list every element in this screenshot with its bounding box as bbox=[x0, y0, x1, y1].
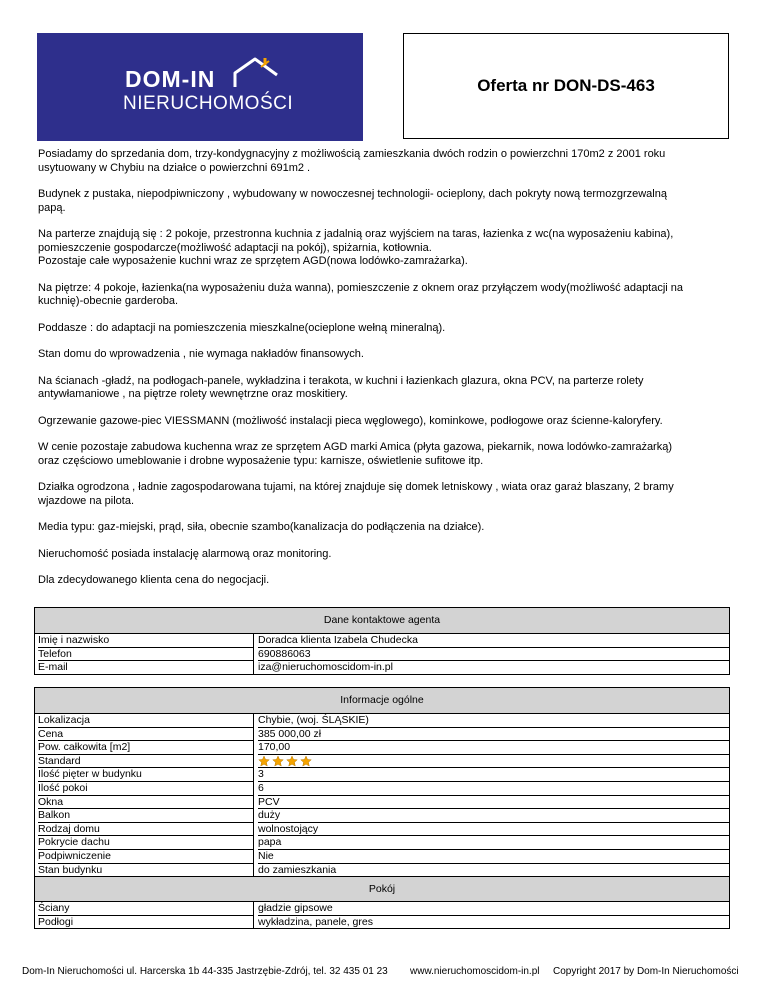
description-line: papą. bbox=[38, 201, 66, 214]
description-paragraph bbox=[38, 441, 730, 468]
star-icon bbox=[300, 755, 312, 767]
general-labels-column bbox=[35, 714, 253, 876]
row-value: wolnostojący bbox=[258, 823, 729, 837]
row-label: Podłogi bbox=[38, 915, 74, 928]
row-label: Imię i nazwisko bbox=[38, 634, 253, 648]
description-paragraph bbox=[38, 348, 730, 362]
standard-rating bbox=[258, 755, 312, 767]
row-label: Stan budynku bbox=[38, 863, 103, 876]
star-icon bbox=[286, 755, 298, 767]
general-values-column bbox=[253, 714, 729, 876]
footer-website-link[interactable]: www.nieruchomoscidom-in.pl bbox=[410, 966, 540, 977]
description-line: oraz częściowo umeblowanie i drobne wyposażenie typu: karnisze, oświetlenie sufitowe itp. bbox=[38, 454, 484, 467]
description-line: Pozostaje całe wyposażenie kuchni wraz ze sprzętem AGD(nowa lodówko-zamrażarka). bbox=[38, 255, 468, 267]
row-label: Lokalizacja bbox=[38, 714, 253, 728]
row-value: 385 000,00 zł bbox=[258, 728, 729, 742]
row-value: wykładzina, panele, gres bbox=[258, 915, 373, 928]
description-line: pomieszczenie gospodarcze(możliwość adaptacji na pokój), spiżarnia, kotłownia. bbox=[38, 241, 432, 254]
row-value: 6 bbox=[258, 782, 729, 796]
company-logo bbox=[37, 33, 363, 141]
property-description bbox=[38, 148, 730, 601]
row-label: Pow. całkowita [m2] bbox=[38, 741, 253, 755]
description-line: Ogrzewanie gazowe-piec VIESSMANN (możliwość instalacji pieca węglowego), kominkowe, podłogowe oraz ścienne-kaloryfery. bbox=[38, 414, 663, 427]
row-value: Nie bbox=[258, 850, 729, 864]
description-paragraph bbox=[38, 574, 730, 588]
row-value: Chybie, (woj. ŚLĄSKIE) bbox=[258, 714, 729, 728]
description-paragraph bbox=[38, 548, 730, 562]
description-line: Nieruchomość posiada instalację alarmową oraz monitoring. bbox=[38, 547, 332, 560]
house-roof-icon bbox=[227, 53, 287, 93]
row-label: E-mail bbox=[38, 661, 68, 674]
description-paragraph bbox=[38, 521, 730, 535]
row-label: Telefon bbox=[38, 648, 253, 662]
description-line: wjazdowe na pilota. bbox=[38, 494, 135, 507]
room-labels-column bbox=[35, 902, 253, 928]
description-paragraph bbox=[38, 282, 730, 309]
row-label: Okna bbox=[38, 796, 253, 810]
row-value: 170,00 bbox=[258, 741, 729, 755]
description-line: usytuowany w Chybiu na działce o powierzchni 691m2 . bbox=[38, 161, 311, 174]
row-label: Ilość pokoi bbox=[38, 782, 253, 796]
description-paragraph bbox=[38, 228, 730, 269]
row-value: PCV bbox=[258, 796, 729, 810]
description-line: Posiadamy do sprzedania dom, trzy-kondygnacyjny z możliwością zamieszkania dwóch rodzin o powierzchni 170m2 z 2001 roku bbox=[38, 148, 666, 160]
row-label: Podpiwniczenie bbox=[38, 850, 253, 864]
agent-labels-column bbox=[35, 634, 253, 674]
description-paragraph bbox=[38, 188, 730, 215]
description-line: antywłamaniowe , na piętrze rolety wewnętrzne oraz moskitiery. bbox=[38, 388, 348, 400]
room-values-column bbox=[253, 902, 729, 928]
row-value: do zamieszkania bbox=[258, 863, 337, 876]
row-value: papa bbox=[258, 836, 729, 850]
row-value: Doradca klienta Izabela Chudecka bbox=[258, 634, 729, 648]
row-label: Balkon bbox=[38, 809, 253, 823]
row-label: Cena bbox=[38, 728, 253, 742]
row-value: 690886063 bbox=[258, 648, 729, 662]
description-paragraph bbox=[38, 415, 730, 429]
row-value: iza@nieruchomoscidom-in.pl bbox=[258, 661, 393, 674]
offer-title: Oferta nr DON-DS-463 bbox=[477, 76, 655, 95]
description-paragraph bbox=[38, 322, 730, 336]
description-line: Na ścianach -gładź, na podłogach-panele, wykładzina i terakota, w kuchni i łazienkach glazura, okna PCV, na parterze rolety bbox=[38, 374, 644, 387]
row-label: Rodzaj domu bbox=[38, 823, 253, 837]
star-icon bbox=[272, 755, 284, 767]
description-line: W cenie pozostaje zabudowa kuchenna wraz ze sprzętem AGD marki Amica (płyta gazowa, piekarnik, nowa lodówko-zamrażarką) bbox=[38, 441, 673, 453]
description-line: kuchnię)-obecnie garderoba. bbox=[38, 295, 179, 307]
footer-address: Dom-In Nieruchomości ul. Harcerska 1b 44-335 Jastrzębie-Zdrój, tel. 32 435 01 23 bbox=[22, 966, 388, 977]
description-line: Budynek z pustaka, niepodpiwniczony , wybudowany w nowoczesnej technologii- ocieplony, dach pokryty nową termozgrzewalną bbox=[38, 188, 667, 200]
description-line: Media typu: gaz-miejski, prąd, siła, obecnie szambo(kanalizacja do podłączenia na działce). bbox=[38, 521, 485, 533]
description-paragraph bbox=[38, 481, 730, 508]
description-line: Na parterze znajdują się : 2 pokoje, przestronna kuchnia z jadalnią oraz wyjściem na taras, łazienka z wc(na wyposażeniu kabina), bbox=[38, 228, 674, 240]
description-line: Poddasze : do adaptacji na pomieszczenia mieszkalne(ocieplone wełną mineralną). bbox=[38, 321, 446, 334]
row-value: gładzie gipsowe bbox=[258, 902, 729, 916]
description-line: Na piętrze: 4 pokoje, łazienka(na wyposażeniu duża wanna), pomieszczenie z oknem oraz przyłączem wody(możliwość adaptacji na bbox=[38, 281, 684, 294]
row-label: Standard bbox=[38, 755, 253, 769]
description-line: Działka ogrodzona , ładnie zagospodarowana tujami, na której znajduje się domek letniskowy , wiata oraz garaż blaszany, 2 bramy bbox=[38, 481, 674, 493]
description-line: Dla zdecydowanego klienta cena do negocjacji. bbox=[38, 574, 270, 586]
row-label: Ilość pięter w budynku bbox=[38, 768, 253, 782]
general-info-header: Informacje ogólne bbox=[35, 688, 729, 714]
row-label: Pokrycie dachu bbox=[38, 836, 253, 850]
offer-box bbox=[403, 33, 729, 139]
agent-contact-header: Dane kontaktowe agenta bbox=[35, 608, 729, 634]
logo-subtitle: NIERUCHOMOŚCI bbox=[123, 93, 294, 114]
description-paragraph bbox=[38, 375, 730, 402]
star-icon bbox=[258, 755, 270, 767]
agent-contact-table bbox=[34, 607, 730, 675]
description-line: Stan domu do wprowadzenia , nie wymaga nakładów finansowych. bbox=[38, 348, 364, 360]
logo-title: DOM-IN bbox=[125, 66, 216, 92]
row-label: Ściany bbox=[38, 902, 253, 916]
agent-values-column bbox=[253, 634, 729, 674]
row-value bbox=[258, 755, 729, 769]
footer-copyright: Copyright 2017 by Dom-In Nieruchomości bbox=[553, 966, 739, 977]
row-value: duży bbox=[258, 809, 729, 823]
description-paragraph bbox=[38, 148, 730, 175]
room-header: Pokój bbox=[35, 876, 729, 902]
general-info-table bbox=[34, 687, 730, 929]
row-value: 3 bbox=[258, 768, 729, 782]
